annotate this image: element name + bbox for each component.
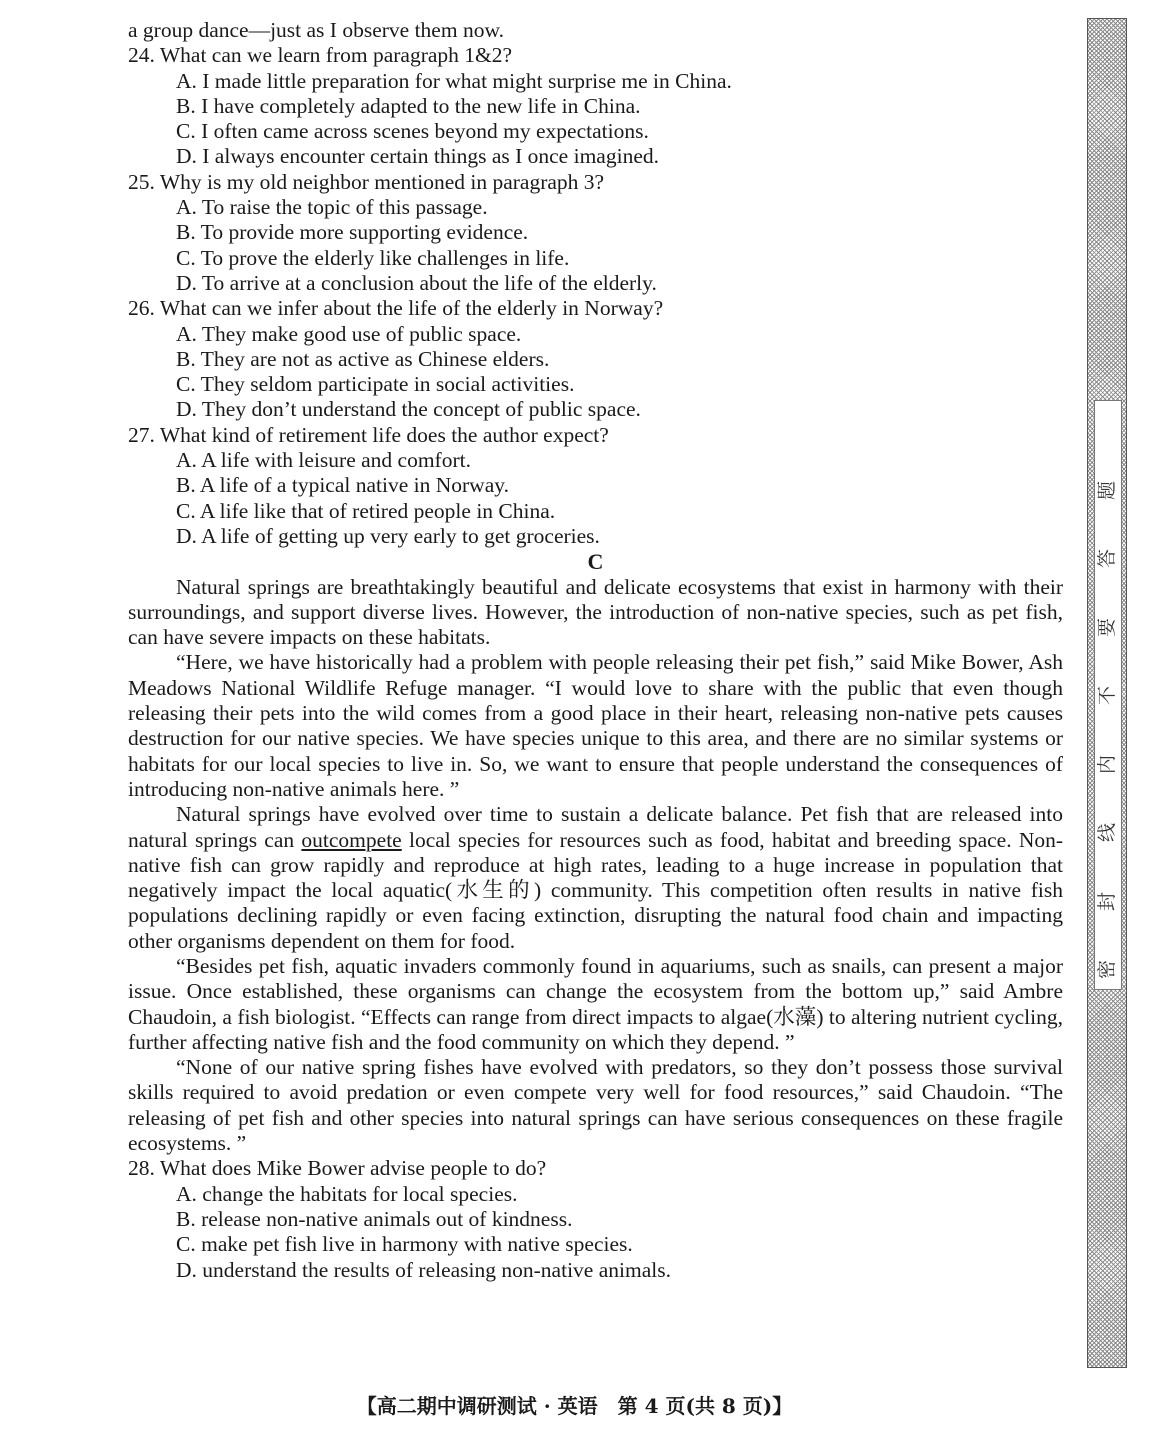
option-d: D. They don’t understand the concept of public space. [176,397,641,422]
question-stem: 28. What does Mike Bower advise people to do? [128,1156,547,1181]
question-24 [128,43,1063,169]
question-stem: 27. What kind of retirement life does the author expect? [128,422,609,447]
paragraph-text: Natural springs have evolved over time to sustain a delicate balance. Pet fish that are released into natural springs can [128,802,1063,852]
passage-paragraph-3 [128,802,1063,954]
seal-char: 答 [1096,549,1119,569]
option-c: C. To prove the elderly like challenges in life. [176,245,570,270]
section-heading: C [587,549,604,575]
passage-continuation-line: a group dance—just as I observe them now. [128,18,504,42]
seal-char: 密 [1096,959,1119,979]
seal-char: 封 [1096,891,1119,911]
passage-paragraph-1: Natural springs are breathtakingly beautiful and delicate ecosystems that exist in harmony with their surroundings, and support diverse lives. However, the introduction of non-native species, such as pet fish, can have severe impacts on these habitats. [128,574,1063,650]
page-footer: 【高二期中调研测试 · 英语 第 4 页(共 8 页)】 [356,1394,793,1418]
option-a: A. They make good use of public space. [176,321,522,346]
seal-char: 题 [1096,480,1119,501]
question-26 [128,296,1063,422]
option-a: A. To raise the topic of this passage. [176,195,488,220]
option-d: D. A life of getting up very early to get groceries. [176,523,600,548]
question-stem: 24. What can we learn from paragraph 1&2? [128,43,513,68]
question-25 [128,170,1063,296]
option-a: A. A life with leisure and comfort. [176,448,471,473]
page-content [128,18,1063,1283]
option-b: B. They are not as active as Chinese elders. [176,346,550,371]
option-d: D. understand the results of releasing non-native animals. [176,1257,671,1282]
option-b: B. A life of a typical native in Norway. [176,473,509,498]
question-stem: 25. Why is my old neighbor mentioned in paragraph 3? [128,169,605,194]
option-a: A. I made little preparation for what might surprise me in China. [176,68,732,93]
seal-char: 内 [1096,754,1119,774]
paragraph-text: local species for resources such as food, habitat and breeding space. Non-native fish can grow rapidly and reproduce at high rates, leading to a huge increase in population that negatively impact the local aquatic(水生的) community. This competition often results in native fish populations declining rapidly or even facing extinction, disrupting the natural food chain and impacting other organisms dependent on them for food. [128,827,1064,953]
question-28 [128,1156,1063,1282]
option-d: D. I always encounter certain things as I once imagined. [176,144,659,169]
option-b: B. release non-native animals out of kindness. [176,1206,573,1231]
option-b: B. I have completely adapted to the new life in China. [176,93,641,118]
option-b: B. To provide more supporting evidence. [176,220,529,245]
option-a: A. change the habitats for local species. [176,1181,518,1206]
question-27 [128,423,1063,549]
seal-line-notice [1094,400,1122,990]
passage-paragraph-4: “Besides pet fish, aquatic invaders commonly found in aquariums, such as snails, can present a major issue. Once established, these organisms can change the ecosystem from the bottom up,” said Ambre Chaudoin, a fish biologist. “Effects can range from direct impacts to algae(水藻) to altering nutrient cycling, further affecting native fish and the food community on which they depend. ” [128,953,1063,1054]
seal-char: 线 [1096,823,1119,843]
underlined-word: outcompete [301,827,402,852]
option-c: C. A life like that of retired people in China. [176,498,556,523]
option-c: C. I often came across scenes beyond my expectations. [176,119,649,144]
question-stem: 26. What can we infer about the life of the elderly in Norway? [128,296,664,321]
seal-char: 不 [1096,686,1119,706]
passage-paragraph-2: “Here, we have historically had a problem with people releasing their pet fish,” said Mike Bower, Ash Meadows National Wildlife Refuge manager. “I would love to share with the public that even though releasing their pets into the wild comes from a good place in their heart, releasing non-native pets causes destruction for our native species. We have species unique to this area, and there are no similar systems or habitats for our local species to live in. So, we want to ensure that people understand the consequences of introducing non-native animals here. ” [128,650,1063,801]
seal-char: 要 [1096,617,1119,637]
option-d: D. To arrive at a conclusion about the life of the elderly. [176,270,657,295]
option-c: C. They seldom participate in social activities. [176,372,575,397]
passage-paragraph-5: “None of our native spring fishes have evolved with predators, so they don’t possess those survival skills required to avoid predation or even compete very well for food resources,” said Chaudoin. “The releasing of pet fish and other species into natural springs can have serious consequences on these fragile ecosystems. ” [128,1055,1063,1156]
option-c: C. make pet fish live in harmony with native species. [176,1232,633,1257]
